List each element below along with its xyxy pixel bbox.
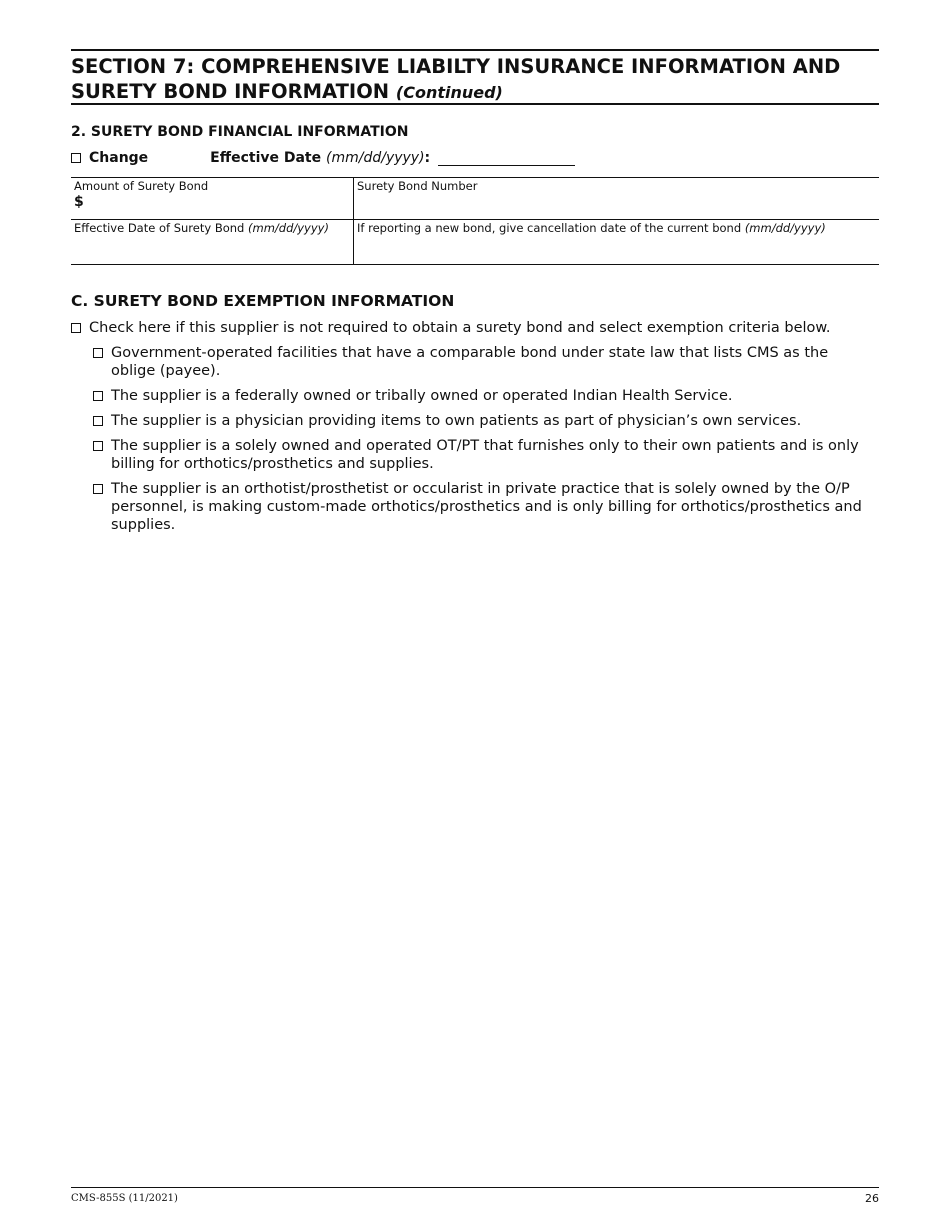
amount-dollar-sign: $ bbox=[74, 194, 84, 210]
effective-date-cell-label: Effective Date of Surety Bond bbox=[74, 221, 245, 235]
exemption-option-checkbox[interactable] bbox=[93, 348, 103, 358]
exemption-main-check bbox=[71, 319, 879, 337]
exemption-option-checkbox[interactable] bbox=[93, 441, 103, 451]
exemption-option-checkbox[interactable] bbox=[93, 391, 103, 401]
header-bottom-rule bbox=[71, 103, 879, 105]
cancellation-format: (mm/dd/yyyy) bbox=[744, 221, 826, 235]
effective-date-label-text: Effective Date bbox=[210, 150, 322, 166]
exemption-options bbox=[93, 344, 873, 541]
effective-date-cell-format: (mm/dd/yyyy) bbox=[248, 221, 329, 235]
exemption-option-text: The supplier is a federally owned or tribally owned or operated Indian Health Service. bbox=[111, 388, 733, 404]
exemption-option-text: Government-operated facilities that have a comparable bond under state law that lists CMS as the oblige (payee). bbox=[111, 345, 829, 379]
table-row bbox=[71, 220, 879, 265]
change-row bbox=[71, 150, 575, 166]
exemption-heading: C. SURETY BOND EXEMPTION INFORMATION bbox=[71, 292, 455, 310]
change-label: Change bbox=[89, 150, 149, 166]
bond-number-label: Surety Bond Number bbox=[357, 179, 478, 193]
list-item bbox=[93, 412, 873, 430]
list-item bbox=[93, 480, 873, 534]
header-top-rule bbox=[71, 49, 879, 51]
list-item bbox=[93, 437, 873, 473]
list-item bbox=[93, 344, 873, 380]
section-title-suffix: (Continued) bbox=[395, 83, 503, 102]
exemption-option-text: The supplier is a solely owned and operated OT/PT that furnishes only to their own patients and is only billing for orthotics/prosthetics and supplies. bbox=[111, 438, 859, 472]
exemption-option-checkbox[interactable] bbox=[93, 416, 103, 426]
cancellation-label: If reporting a new bond, give cancellation date of the current bond bbox=[357, 221, 742, 235]
section-title-text: SECTION 7: COMPREHENSIVE LIABILTY INSURANCE INFORMATION AND SURETY BOND INFORMATION bbox=[71, 55, 841, 103]
page-number: 26 bbox=[865, 1192, 879, 1205]
footer-rule bbox=[71, 1187, 879, 1188]
table-row bbox=[71, 178, 879, 220]
amount-label: Amount of Surety Bond bbox=[74, 179, 209, 193]
section-title bbox=[71, 54, 871, 105]
financial-heading: 2. SURETY BOND FINANCIAL INFORMATION bbox=[71, 124, 409, 140]
cancellation-date-cell[interactable] bbox=[354, 220, 880, 265]
effective-date-label bbox=[210, 150, 430, 166]
exemption-main-text: Check here if this supplier is not required to obtain a surety bond and select exemption criteria below. bbox=[89, 320, 831, 336]
effective-date-format: (mm/dd/yyyy) bbox=[326, 150, 425, 166]
effective-date-colon: : bbox=[424, 150, 431, 166]
change-checkbox[interactable] bbox=[71, 153, 81, 163]
exemption-main-checkbox[interactable] bbox=[71, 323, 81, 333]
amount-cell[interactable] bbox=[71, 178, 354, 220]
exemption-option-text: The supplier is a physician providing items to own patients as part of physician’s own services. bbox=[111, 413, 802, 429]
exemption-option-text: The supplier is an orthotist/prosthetist or occularist in private practice that is solely owned by the O/P personnel, is making custom-made orthotics/prosthetics and is only billing for orthotics/prosthetics and supplies. bbox=[111, 481, 862, 533]
form-id: CMS-855S (11/2021) bbox=[71, 1193, 178, 1204]
list-item bbox=[93, 387, 873, 405]
effective-date-input[interactable] bbox=[438, 151, 575, 166]
effective-date-cell[interactable] bbox=[71, 220, 354, 265]
surety-bond-table bbox=[71, 177, 879, 265]
exemption-option-checkbox[interactable] bbox=[93, 484, 103, 494]
bond-number-cell[interactable] bbox=[354, 178, 880, 220]
